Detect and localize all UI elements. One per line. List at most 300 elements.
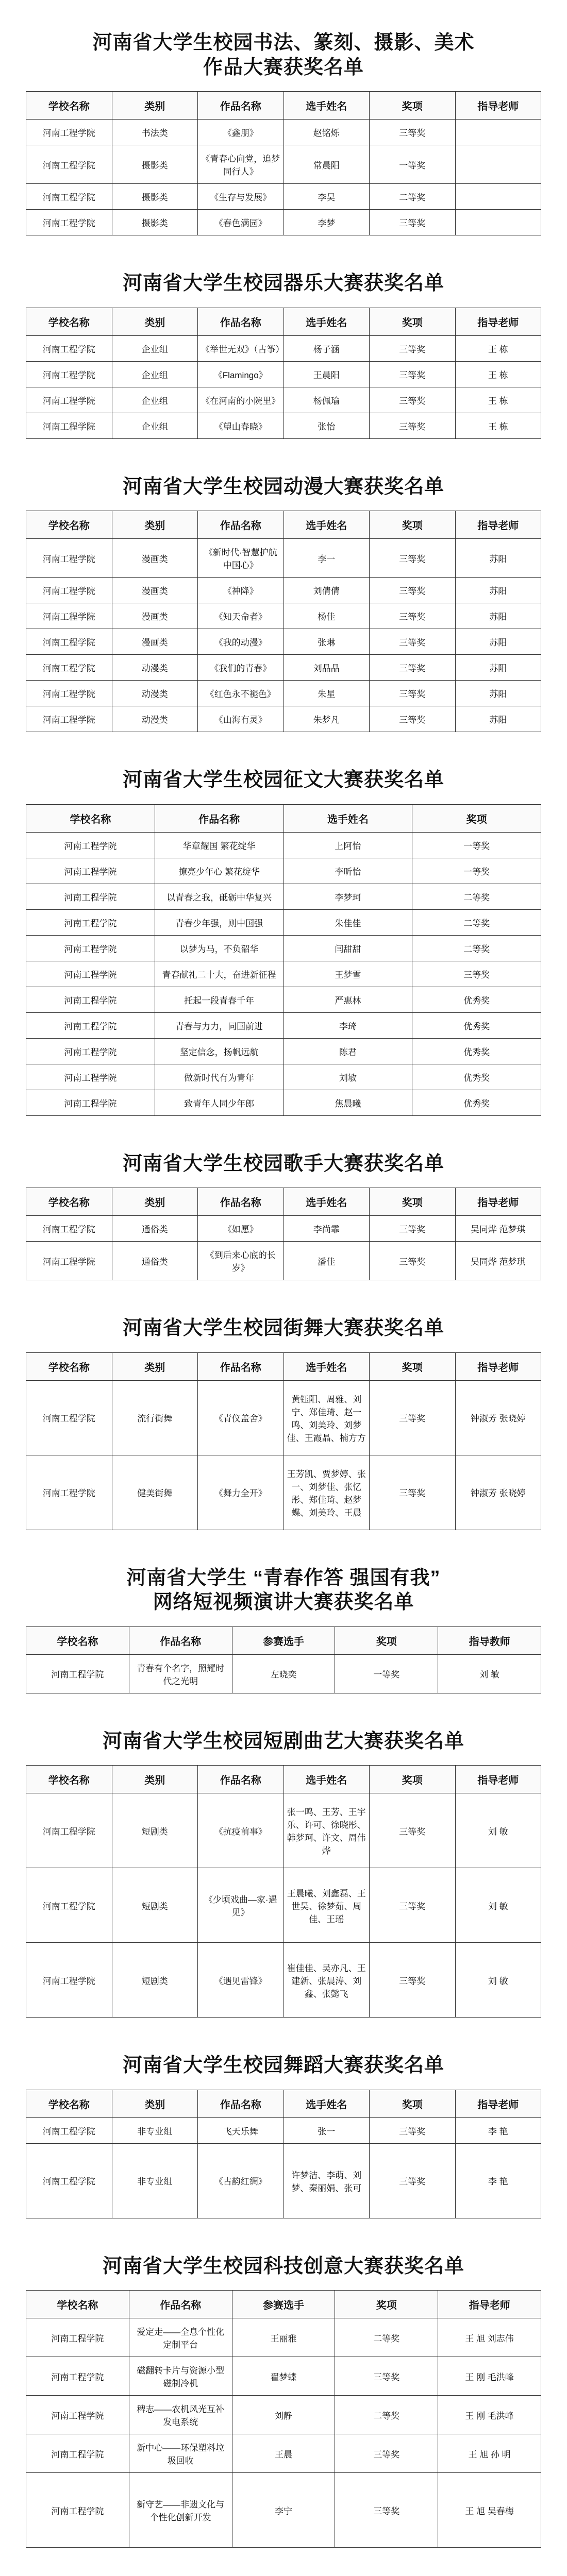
table-cell: 潘佳 [284, 1242, 370, 1280]
table-cell: 河南工程学院 [26, 884, 155, 909]
table-cell: 《知天命者》 [198, 603, 284, 629]
column-header: 作品名称 [155, 804, 284, 832]
table-cell: 杨佳 [284, 603, 370, 629]
table-cell: 河南工程学院 [26, 858, 155, 884]
table-cell: 青春有个名字，照耀时代之光明 [129, 1654, 232, 1693]
award-section [26, 272, 541, 439]
column-header: 作品名称 [198, 308, 284, 335]
column-header: 指导教师 [438, 1626, 541, 1654]
section-title-line: 河南省大学生校园科技创意大赛获奖名单 [102, 2255, 464, 2277]
table-cell: 非专业组 [112, 2143, 198, 2218]
table-cell: 许梦洁、李萌、刘梦、秦丽娟、张可 [284, 2143, 370, 2218]
column-header: 学校名称 [26, 1188, 112, 1216]
table-cell: 飞天乐舞 [198, 2117, 284, 2143]
table-cell: 河南工程学院 [26, 987, 155, 1012]
award-table [26, 1188, 541, 1280]
column-header: 参赛选手 [232, 2291, 335, 2318]
table-cell: 《鑫朋》 [198, 120, 284, 145]
section-title-line: 网络短视频演讲大赛获奖名单 [153, 1591, 414, 1613]
table-cell: 河南工程学院 [26, 387, 112, 413]
column-header: 选手姓名 [284, 1766, 370, 1793]
table-cell: 爱定走——全息个性化定制平台 [129, 2318, 232, 2357]
section-title [26, 272, 541, 296]
table-cell: 崔佳佳、吴亦凡、王建新、张晨涛、刘鑫、张懿飞 [284, 1943, 370, 2018]
table-cell [455, 210, 541, 235]
table-cell: 焦晨曦 [284, 1090, 412, 1115]
table-cell: 李尚霏 [284, 1216, 370, 1242]
table-cell: 朱佳佳 [284, 909, 412, 935]
table-header-row [26, 804, 541, 832]
table-cell: 杨子涵 [284, 335, 370, 361]
table-cell: 新中心——环保塑料垃圾回收 [129, 2434, 232, 2473]
section-title-line: 河南省大学生校园街舞大赛获奖名单 [122, 1317, 444, 1339]
column-header: 奖项 [370, 2090, 456, 2117]
table-cell: 《Flamingo》 [198, 361, 284, 387]
table-cell: 河南工程学院 [26, 2357, 129, 2396]
table-cell: 常晨阳 [284, 145, 370, 184]
section-title-line: 河南省大学生校园舞蹈大赛获奖名单 [122, 2055, 444, 2076]
table-row [26, 184, 541, 210]
table-cell: 青春与力力，同国前进 [155, 1012, 284, 1038]
column-header: 指导老师 [455, 2090, 541, 2117]
table-cell: 三等奖 [370, 2143, 456, 2218]
section-title [26, 1152, 541, 1177]
table-row [26, 961, 541, 987]
table-cell: 苏阳 [455, 603, 541, 629]
award-table [26, 2090, 541, 2218]
table-cell: 陈君 [284, 1038, 412, 1064]
table-cell [455, 184, 541, 210]
table-cell: 三等奖 [370, 1868, 456, 1943]
table-cell: 朱梦凡 [284, 706, 370, 732]
table-cell: 三等奖 [370, 1793, 456, 1868]
table-cell: 李昕怡 [284, 858, 412, 884]
table-cell: 《抗疫前事》 [198, 1793, 284, 1868]
table-cell: 三等奖 [370, 603, 456, 629]
table-cell: 三等奖 [370, 335, 456, 361]
award-section [26, 2054, 541, 2218]
column-header: 选手姓名 [284, 308, 370, 335]
table-cell: 《我们的青春》 [198, 655, 284, 681]
award-section [26, 31, 541, 235]
table-cell: 钟淑芳 张晓婷 [455, 1380, 541, 1455]
table-cell: 河南工程学院 [26, 210, 112, 235]
table-cell: 河南工程学院 [26, 1455, 112, 1530]
table-cell: 河南工程学院 [26, 1090, 155, 1115]
column-header: 选手姓名 [284, 1352, 370, 1380]
table-cell: 三等奖 [335, 2434, 438, 2473]
table-cell: 通俗类 [112, 1242, 198, 1280]
table-cell: 动漫类 [112, 706, 198, 732]
table-cell: 河南工程学院 [26, 413, 112, 438]
column-header: 参赛选手 [232, 1626, 335, 1654]
table-cell: 河南工程学院 [26, 603, 112, 629]
table-row [26, 2396, 541, 2434]
column-header: 作品名称 [198, 511, 284, 539]
column-header: 奖项 [370, 308, 456, 335]
award-table [26, 1626, 541, 1693]
table-row [26, 387, 541, 413]
column-header: 学校名称 [26, 308, 112, 335]
table-row [26, 361, 541, 387]
table-cell: 王 旭 吴春梅 [438, 2473, 541, 2548]
section-title-line: 河南省大学生 “青春作答 强国有我” [126, 1567, 441, 1589]
section-title [26, 475, 541, 500]
table-cell: 健美街舞 [112, 1455, 198, 1530]
table-cell: 王 刚 毛洪峰 [438, 2357, 541, 2396]
table-cell: 稗志——农机风光互补发电系统 [129, 2396, 232, 2434]
table-cell: 三等奖 [370, 387, 456, 413]
table-header-row [26, 2291, 541, 2318]
table-cell: 三等奖 [370, 706, 456, 732]
table-cell: 河南工程学院 [26, 1064, 155, 1090]
table-cell: 钟淑芳 张晓婷 [455, 1455, 541, 1530]
table-row [26, 1455, 541, 1530]
table-cell: 张琳 [284, 629, 370, 655]
table-cell: 李一 [284, 539, 370, 578]
table-cell: 王梦雪 [284, 961, 412, 987]
table-cell: 漫画类 [112, 578, 198, 603]
column-header: 类别 [112, 1352, 198, 1380]
table-cell: 杨佩瑜 [284, 387, 370, 413]
column-header: 指导老师 [455, 1352, 541, 1380]
table-row [26, 1793, 541, 1868]
column-header: 作品名称 [198, 1352, 284, 1380]
table-cell: 河南工程学院 [26, 578, 112, 603]
table-cell: 苏阳 [455, 681, 541, 706]
table-row [26, 2473, 541, 2548]
table-cell: 摄影类 [112, 145, 198, 184]
table-row [26, 1012, 541, 1038]
column-header: 奖项 [412, 804, 541, 832]
table-row [26, 539, 541, 578]
table-cell: 河南工程学院 [26, 1380, 112, 1455]
table-row [26, 413, 541, 438]
table-cell: 三等奖 [370, 1455, 456, 1530]
table-row [26, 1216, 541, 1242]
column-header: 学校名称 [26, 1352, 112, 1380]
table-header-row [26, 1626, 541, 1654]
table-cell: 磁翻转卡片与资源小型磁制冷机 [129, 2357, 232, 2396]
table-cell: 上阿怡 [284, 832, 412, 858]
column-header: 作品名称 [198, 2090, 284, 2117]
column-header: 学校名称 [26, 804, 155, 832]
table-cell: 漫画类 [112, 539, 198, 578]
table-cell: 河南工程学院 [26, 2117, 112, 2143]
section-title [26, 2255, 541, 2279]
section-title-line: 河南省大学生校园器乐大赛获奖名单 [122, 273, 444, 294]
award-section [26, 1316, 541, 1530]
table-row [26, 1038, 541, 1064]
table-row [26, 1868, 541, 1943]
section-title [26, 31, 541, 80]
section-title-line: 河南省大学生校园征文大赛获奖名单 [122, 769, 444, 791]
table-cell: 河南工程学院 [26, 1868, 112, 1943]
table-cell: 非专业组 [112, 2117, 198, 2143]
column-header: 指导老师 [455, 1188, 541, 1216]
table-cell: 优秀奖 [412, 1090, 541, 1115]
table-cell: 三等奖 [370, 1242, 456, 1280]
column-header: 指导老师 [455, 1766, 541, 1793]
table-header-row [26, 1188, 541, 1216]
award-section [26, 1566, 541, 1693]
section-title-line: 河南省大学生校园歌手大赛获奖名单 [122, 1153, 444, 1175]
table-row [26, 884, 541, 909]
table-cell: 优秀奖 [412, 1064, 541, 1090]
table-cell: 王 栋 [455, 413, 541, 438]
table-cell: 坚定信念，扬帆远航 [155, 1038, 284, 1064]
table-cell: 三等奖 [370, 1216, 456, 1242]
table-row [26, 987, 541, 1012]
table-cell: 河南工程学院 [26, 2434, 129, 2473]
table-cell: 二等奖 [412, 884, 541, 909]
table-cell: 河南工程学院 [26, 655, 112, 681]
table-header-row [26, 308, 541, 335]
table-header-row [26, 92, 541, 120]
column-header: 作品名称 [129, 2291, 232, 2318]
column-header: 作品名称 [198, 1766, 284, 1793]
table-cell: 优秀奖 [412, 1038, 541, 1064]
table-cell: 刘倩倩 [284, 578, 370, 603]
table-cell: 李梦 [284, 210, 370, 235]
table-cell: 刘静 [232, 2396, 335, 2434]
table-cell: 张一鸣、王芳、王宇乐、许可、徐晓彤、韩梦珂、许文、周伟烨 [284, 1793, 370, 1868]
table-cell: 刘 敏 [438, 1654, 541, 1693]
table-cell: 以梦为马，不负韶华 [155, 935, 284, 961]
column-header: 作品名称 [129, 1626, 232, 1654]
table-cell: 《我的动漫》 [198, 629, 284, 655]
section-title-line: 作品大赛获奖名单 [203, 56, 364, 78]
table-cell: 王 刚 毛洪峰 [438, 2396, 541, 2434]
table-row [26, 2434, 541, 2473]
table-cell: 二等奖 [412, 935, 541, 961]
column-header: 指导老师 [455, 92, 541, 120]
column-header: 指导老师 [438, 2291, 541, 2318]
table-cell: 闫甜甜 [284, 935, 412, 961]
section-title [26, 1566, 541, 1615]
table-cell: 三等奖 [370, 361, 456, 387]
table-row [26, 1943, 541, 2018]
column-header: 作品名称 [198, 1188, 284, 1216]
column-header: 选手姓名 [284, 511, 370, 539]
table-cell: 李 艳 [455, 2143, 541, 2218]
column-header: 奖项 [370, 1766, 456, 1793]
column-header: 指导老师 [455, 308, 541, 335]
table-cell: 《到后来心底的长岁》 [198, 1242, 284, 1280]
table-row [26, 832, 541, 858]
table-cell: 优秀奖 [412, 987, 541, 1012]
table-cell: 左晓奕 [232, 1654, 335, 1693]
column-header: 奖项 [335, 1626, 438, 1654]
table-cell: 河南工程学院 [26, 1216, 112, 1242]
table-cell: 青春献礼二十大，奋进新征程 [155, 961, 284, 987]
table-cell: 漫画类 [112, 629, 198, 655]
award-table [26, 511, 541, 732]
table-row [26, 578, 541, 603]
table-cell: 《古韵红绸》 [198, 2143, 284, 2218]
table-cell: 华章耀国 繁花绽华 [155, 832, 284, 858]
table-cell: 《春色满园》 [198, 210, 284, 235]
table-cell: 托起一段青春千年 [155, 987, 284, 1012]
table-cell: 王 栋 [455, 361, 541, 387]
table-cell: 吴同烨 范梦琪 [455, 1216, 541, 1242]
column-header: 奖项 [370, 1188, 456, 1216]
table-row [26, 909, 541, 935]
table-cell: 短剧类 [112, 1943, 198, 2018]
table-cell: 王晨阳 [284, 361, 370, 387]
table-cell: 优秀奖 [412, 1012, 541, 1038]
section-title [26, 1316, 541, 1341]
table-cell: 河南工程学院 [26, 361, 112, 387]
table-cell: 做新时代有为青年 [155, 1064, 284, 1090]
table-cell: 书法类 [112, 120, 198, 145]
award-section [26, 2255, 541, 2548]
award-section [26, 475, 541, 733]
column-header: 学校名称 [26, 511, 112, 539]
table-cell: 《在河南的小院里》 [198, 387, 284, 413]
table-cell: 三等奖 [370, 1943, 456, 2018]
table-cell: 王 栋 [455, 387, 541, 413]
table-cell: 王 旭 孙 明 [438, 2434, 541, 2473]
column-header: 学校名称 [26, 1766, 112, 1793]
table-cell: 三等奖 [370, 578, 456, 603]
table-row [26, 706, 541, 732]
table-cell: 三等奖 [370, 539, 456, 578]
table-cell: 《舞力全开》 [198, 1455, 284, 1530]
table-cell: 河南工程学院 [26, 1242, 112, 1280]
table-cell: 刘 敏 [455, 1868, 541, 1943]
table-cell: 青春少年强，则中国强 [155, 909, 284, 935]
table-cell: 《新时代·智慧护航中国心》 [198, 539, 284, 578]
table-cell: 王晨曦、刘鑫磊、王世昊、徐梦茹、周佳、王瑶 [284, 1868, 370, 1943]
table-cell: 河南工程学院 [26, 145, 112, 184]
table-cell: 苏阳 [455, 655, 541, 681]
table-cell: 苏阳 [455, 629, 541, 655]
table-cell: 通俗类 [112, 1216, 198, 1242]
table-cell: 三等奖 [335, 2473, 438, 2548]
table-cell: 吴同烨 范梦琪 [455, 1242, 541, 1280]
table-cell: 王 栋 [455, 335, 541, 361]
table-row [26, 2117, 541, 2143]
table-cell: 三等奖 [370, 655, 456, 681]
table-cell: 摄影类 [112, 210, 198, 235]
table-row [26, 935, 541, 961]
table-header-row [26, 2090, 541, 2117]
column-header: 学校名称 [26, 92, 112, 120]
column-header: 选手姓名 [284, 92, 370, 120]
table-cell: 河南工程学院 [26, 2318, 129, 2357]
table-cell: 《神降》 [198, 578, 284, 603]
table-cell: 三等奖 [370, 681, 456, 706]
table-header-row [26, 1766, 541, 1793]
table-cell: 河南工程学院 [26, 1654, 129, 1693]
column-header: 类别 [112, 1766, 198, 1793]
table-cell: 二等奖 [370, 184, 456, 210]
table-cell: 河南工程学院 [26, 1943, 112, 2018]
column-header: 类别 [112, 2090, 198, 2117]
table-cell: 动漫类 [112, 681, 198, 706]
table-cell: 河南工程学院 [26, 935, 155, 961]
table-cell: 苏阳 [455, 706, 541, 732]
section-title [26, 1730, 541, 1754]
column-header: 类别 [112, 1188, 198, 1216]
table-cell: 三等奖 [370, 413, 456, 438]
table-cell: 一等奖 [335, 1654, 438, 1693]
table-row [26, 1654, 541, 1693]
section-title [26, 2054, 541, 2078]
table-cell: 河南工程学院 [26, 961, 155, 987]
table-cell: 河南工程学院 [26, 2396, 129, 2434]
table-cell: 二等奖 [412, 909, 541, 935]
table-cell: 致青年人同少年郎 [155, 1090, 284, 1115]
table-cell [455, 145, 541, 184]
table-cell: 一等奖 [370, 145, 456, 184]
table-cell: 王晨 [232, 2434, 335, 2473]
table-row [26, 120, 541, 145]
table-cell: 《望山春晓》 [198, 413, 284, 438]
column-header: 选手姓名 [284, 1188, 370, 1216]
table-row [26, 145, 541, 184]
table-row [26, 681, 541, 706]
award-table [26, 308, 541, 439]
table-cell: 河南工程学院 [26, 1793, 112, 1868]
column-header: 作品名称 [198, 92, 284, 120]
award-table [26, 1765, 541, 2018]
table-cell: 《遇见雷锋》 [198, 1943, 284, 2018]
table-cell: 河南工程学院 [26, 2143, 112, 2218]
award-table [26, 2290, 541, 2548]
table-cell: 刘敏 [284, 1064, 412, 1090]
table-cell: 企业组 [112, 387, 198, 413]
table-cell: 新守艺——非遗文化与个性化创新开发 [129, 2473, 232, 2548]
award-table [26, 1352, 541, 1530]
table-row [26, 1380, 541, 1455]
table-cell: 河南工程学院 [26, 1038, 155, 1064]
table-cell: 《青仪盖舍》 [198, 1380, 284, 1455]
column-header: 学校名称 [26, 2291, 129, 2318]
table-cell: 河南工程学院 [26, 120, 112, 145]
table-cell: 漫画类 [112, 603, 198, 629]
table-cell: 三等奖 [370, 629, 456, 655]
table-cell: 三等奖 [370, 120, 456, 145]
table-header-row [26, 511, 541, 539]
table-cell: 《山海有灵》 [198, 706, 284, 732]
table-cell: 短剧类 [112, 1868, 198, 1943]
award-section [26, 1730, 541, 2018]
table-cell: 一等奖 [412, 858, 541, 884]
table-cell: 刘晶晶 [284, 655, 370, 681]
table-row [26, 1090, 541, 1115]
table-row [26, 2318, 541, 2357]
table-cell: 三等奖 [412, 961, 541, 987]
table-row [26, 603, 541, 629]
table-cell: 流行街舞 [112, 1380, 198, 1455]
table-cell: 翟梦蝶 [232, 2357, 335, 2396]
column-header: 奖项 [335, 2291, 438, 2318]
column-header: 学校名称 [26, 2090, 112, 2117]
table-cell: 赵铭烁 [284, 120, 370, 145]
table-cell: 《少顷戏曲—家·遇见》 [198, 1868, 284, 1943]
table-cell: 李梦珂 [284, 884, 412, 909]
column-header: 选手姓名 [284, 2090, 370, 2117]
table-row [26, 2357, 541, 2396]
table-cell: 河南工程学院 [26, 832, 155, 858]
table-cell [455, 120, 541, 145]
table-cell: 刘 敏 [455, 1793, 541, 1868]
table-row [26, 655, 541, 681]
table-header-row [26, 1352, 541, 1380]
table-cell: 二等奖 [335, 2396, 438, 2434]
